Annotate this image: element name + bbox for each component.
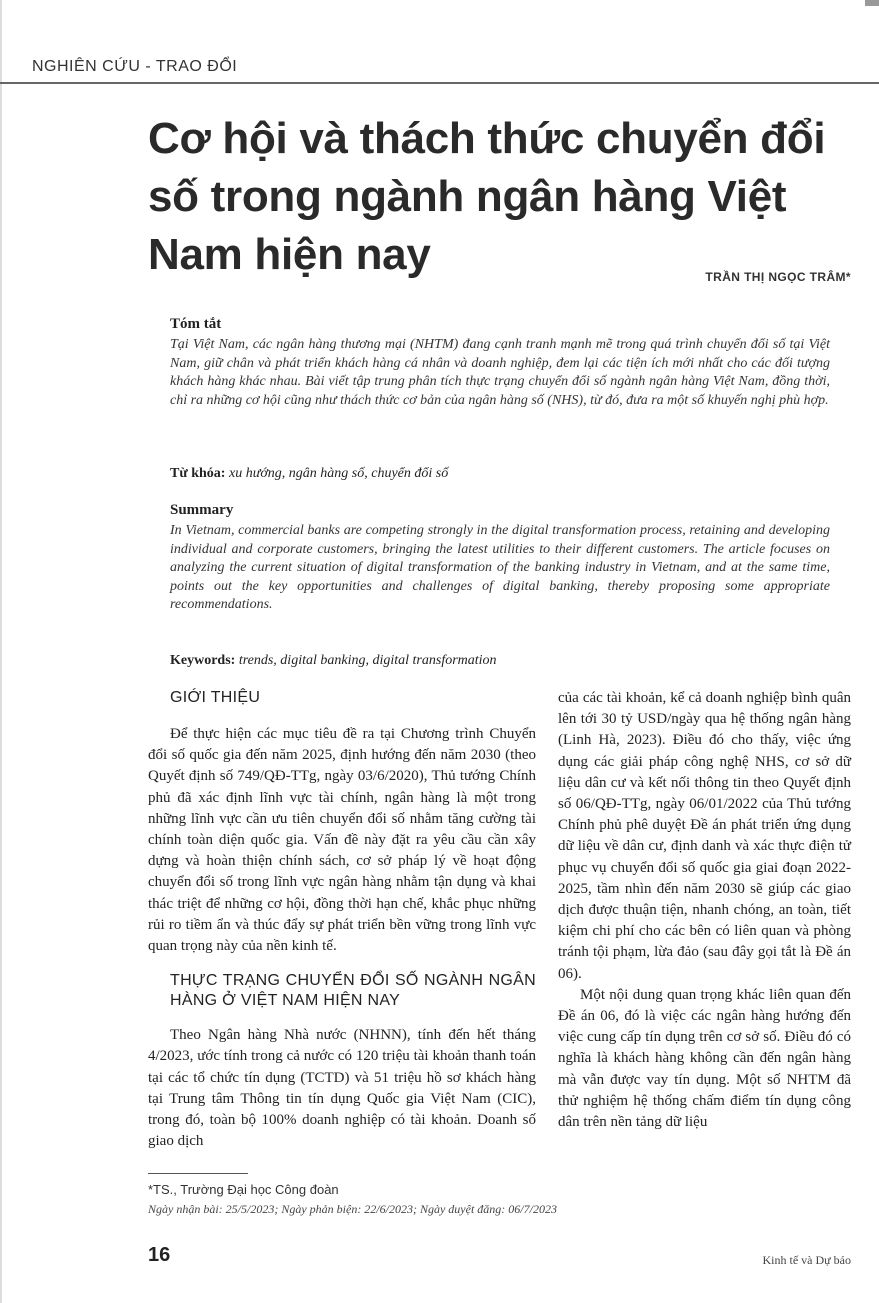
article-title: Cơ hội và thách thức chuyển đổi số trong ngành ngân hàng Việt Nam hiện nay [148,114,826,279]
heading-introduction: GIỚI THIỆU [170,689,261,706]
section-label: NGHIÊN CỨU - TRAO ĐỔI [32,58,238,75]
keywords-en [170,653,497,669]
abstract-en-text: In Vietnam, commercial banks are competing strongly in the digital transformation process, retaining and developing individual and corporate customers, bringing the latest utilities to their different customers. The article focuses on analyzing the current situation of digital transformation of the banking industry in Vietnam, and at the same time, points out the key opportunities and challenges of digital banking, thereby proposing some appropriate recommendations. [170,523,830,613]
keywords-en-label: Keywords: [170,653,236,668]
current-state-paragraph: Theo Ngân hàng Nhà nước (NHNN), tính đến hết tháng 4/2023, ước tính trong cả nước có 120 triệu tài khoản thanh toán tại các tổ chức tín dụng (TCTD) và 51 triệu hồ sơ khách hàng tại Trung tâm Thông tin tín dụng Quốc gia Việt Nam (CIC), trong đó, toàn bộ 100% doanh nghiệp có tài khoản. Doanh số giao dịch [148,1027,536,1150]
page-edge-shadow [0,0,2,1303]
right-paragraph-2: Một nội dung quan trọng khác liên quan đến Đề án 06, đó là việc các ngân hàng hướng đến việc cung cấp tín dụng trên cơ sở số. Điều đó có nghĩa là khách hàng không cần đến ngân hàng mà vẫn được vay tín dụng. Một số NHTM đã thử nghiệm hệ thống chấm điểm tín dụng công dân trên nền tảng dữ liệu [558,986,851,1131]
header-rule [0,82,879,84]
keywords-vi [170,466,448,482]
footnote-rule [148,1173,248,1174]
abstract-vi-label: Tóm tắt [170,316,222,332]
scan-mark [865,0,879,6]
author-affiliation: *TS., Trường Đại học Công đoàn [148,1182,339,1197]
left-column [148,688,536,1152]
page-number: 16 [148,1244,171,1266]
right-column [558,688,851,1133]
intro-paragraph: Để thực hiện các mục tiêu đề ra tại Chương trình Chuyển đổi số quốc gia đến năm 2025, định hướng đến năm 2030 (theo Quyết định số 749/QĐ-TTg, ngày 03/6/2020), Thủ tướng Chính phủ đã xác định lĩnh vực tài chính, ngân hàng là một trong những lĩnh vực cần ưu tiên chuyển đổi số nhằm tăng cường tài chính toàn diện quốc gia. Vấn đề này đặt ra yêu cầu cần xây dựng và hoàn thiện chính sách, cơ sở pháp lý về hoạt động chuyển đổi số trong lĩnh vực ngân hàng nhằm tận dụng và khai thác triệt để những cơ hội, đồng thời hạn chế, khắc phục những rủi ro tiềm ẩn và thúc đẩy sự phát triển bền vững trong lĩnh vực quan trọng này của nền kinh tế. [148,726,536,955]
abstract-vi-text: Tại Việt Nam, các ngân hàng thương mại (NHTM) đang cạnh tranh mạnh mẽ trong quá trình chuyển đổi số tại Việt Nam, giữ chân và phát triển khách hàng cá nhân và doanh nghiệp, đem lại các tiện ích mới nhất cho các đối tượng khách hàng khác nhau. Bài viết tập trung phân tích thực trạng chuyển đổi số ngành ngân hàng Việt Nam, đồng thời, chỉ ra những cơ hội cũng như thách thức cơ bản của ngân hàng số (NHS), từ đó, đưa ra một số khuyến nghị phù hợp. [170,337,830,408]
heading-current-state: THỰC TRẠNG CHUYỂN ĐỔI SỐ NGÀNH NGÂN HÀNG Ở VIỆT NAM HIỆN NAY [170,972,536,1010]
keywords-en-text: trends, digital banking, digital transformation [238,653,497,668]
author-name: TRẦN THỊ NGỌC TRÂM* [705,270,851,284]
journal-name: Kinh tế và Dự báo [762,1253,851,1267]
right-paragraph-1: của các tài khoản, kể cả doanh nghiệp bình quân lên tới 30 tỷ USD/ngày qua hệ thống ngân hàng (Linh Hà, 2023). Điều đó cho thấy, việc ứng dụng các giải pháp công nghệ NHS, cơ sở dữ liệu dân cư và kết nối thông tin theo Quyết định số 06/QĐ-TTg, ngày 06/01/2022 của Thủ tướng Chính phủ phê duyệt Đề án phát triển ứng dụng dữ liệu về dân cư, định danh và xác thực điện tử phục vụ chuyển đổi số quốc gia giai đoạn 2022-2025, tầm nhìn đến năm 2030 sẽ giúp các giao dịch được thuận tiện, nhanh chóng, an toàn, tiết kiệm chi phí cho các bên có liên quan và phòng tránh tội phạm, lừa đảo (sau đây gọi tắt là Đề án 06). [558,690,851,982]
keywords-vi-text: xu hướng, ngân hàng số, chuyển đổi số [228,466,449,481]
submission-dates: Ngày nhận bài: 25/5/2023; Ngày phản biện: 22/6/2023; Ngày duyệt đăng: 06/7/2023 [148,1202,557,1216]
abstract-en-label: Summary [170,502,234,518]
keywords-vi-label: Từ khóa: [170,466,226,481]
